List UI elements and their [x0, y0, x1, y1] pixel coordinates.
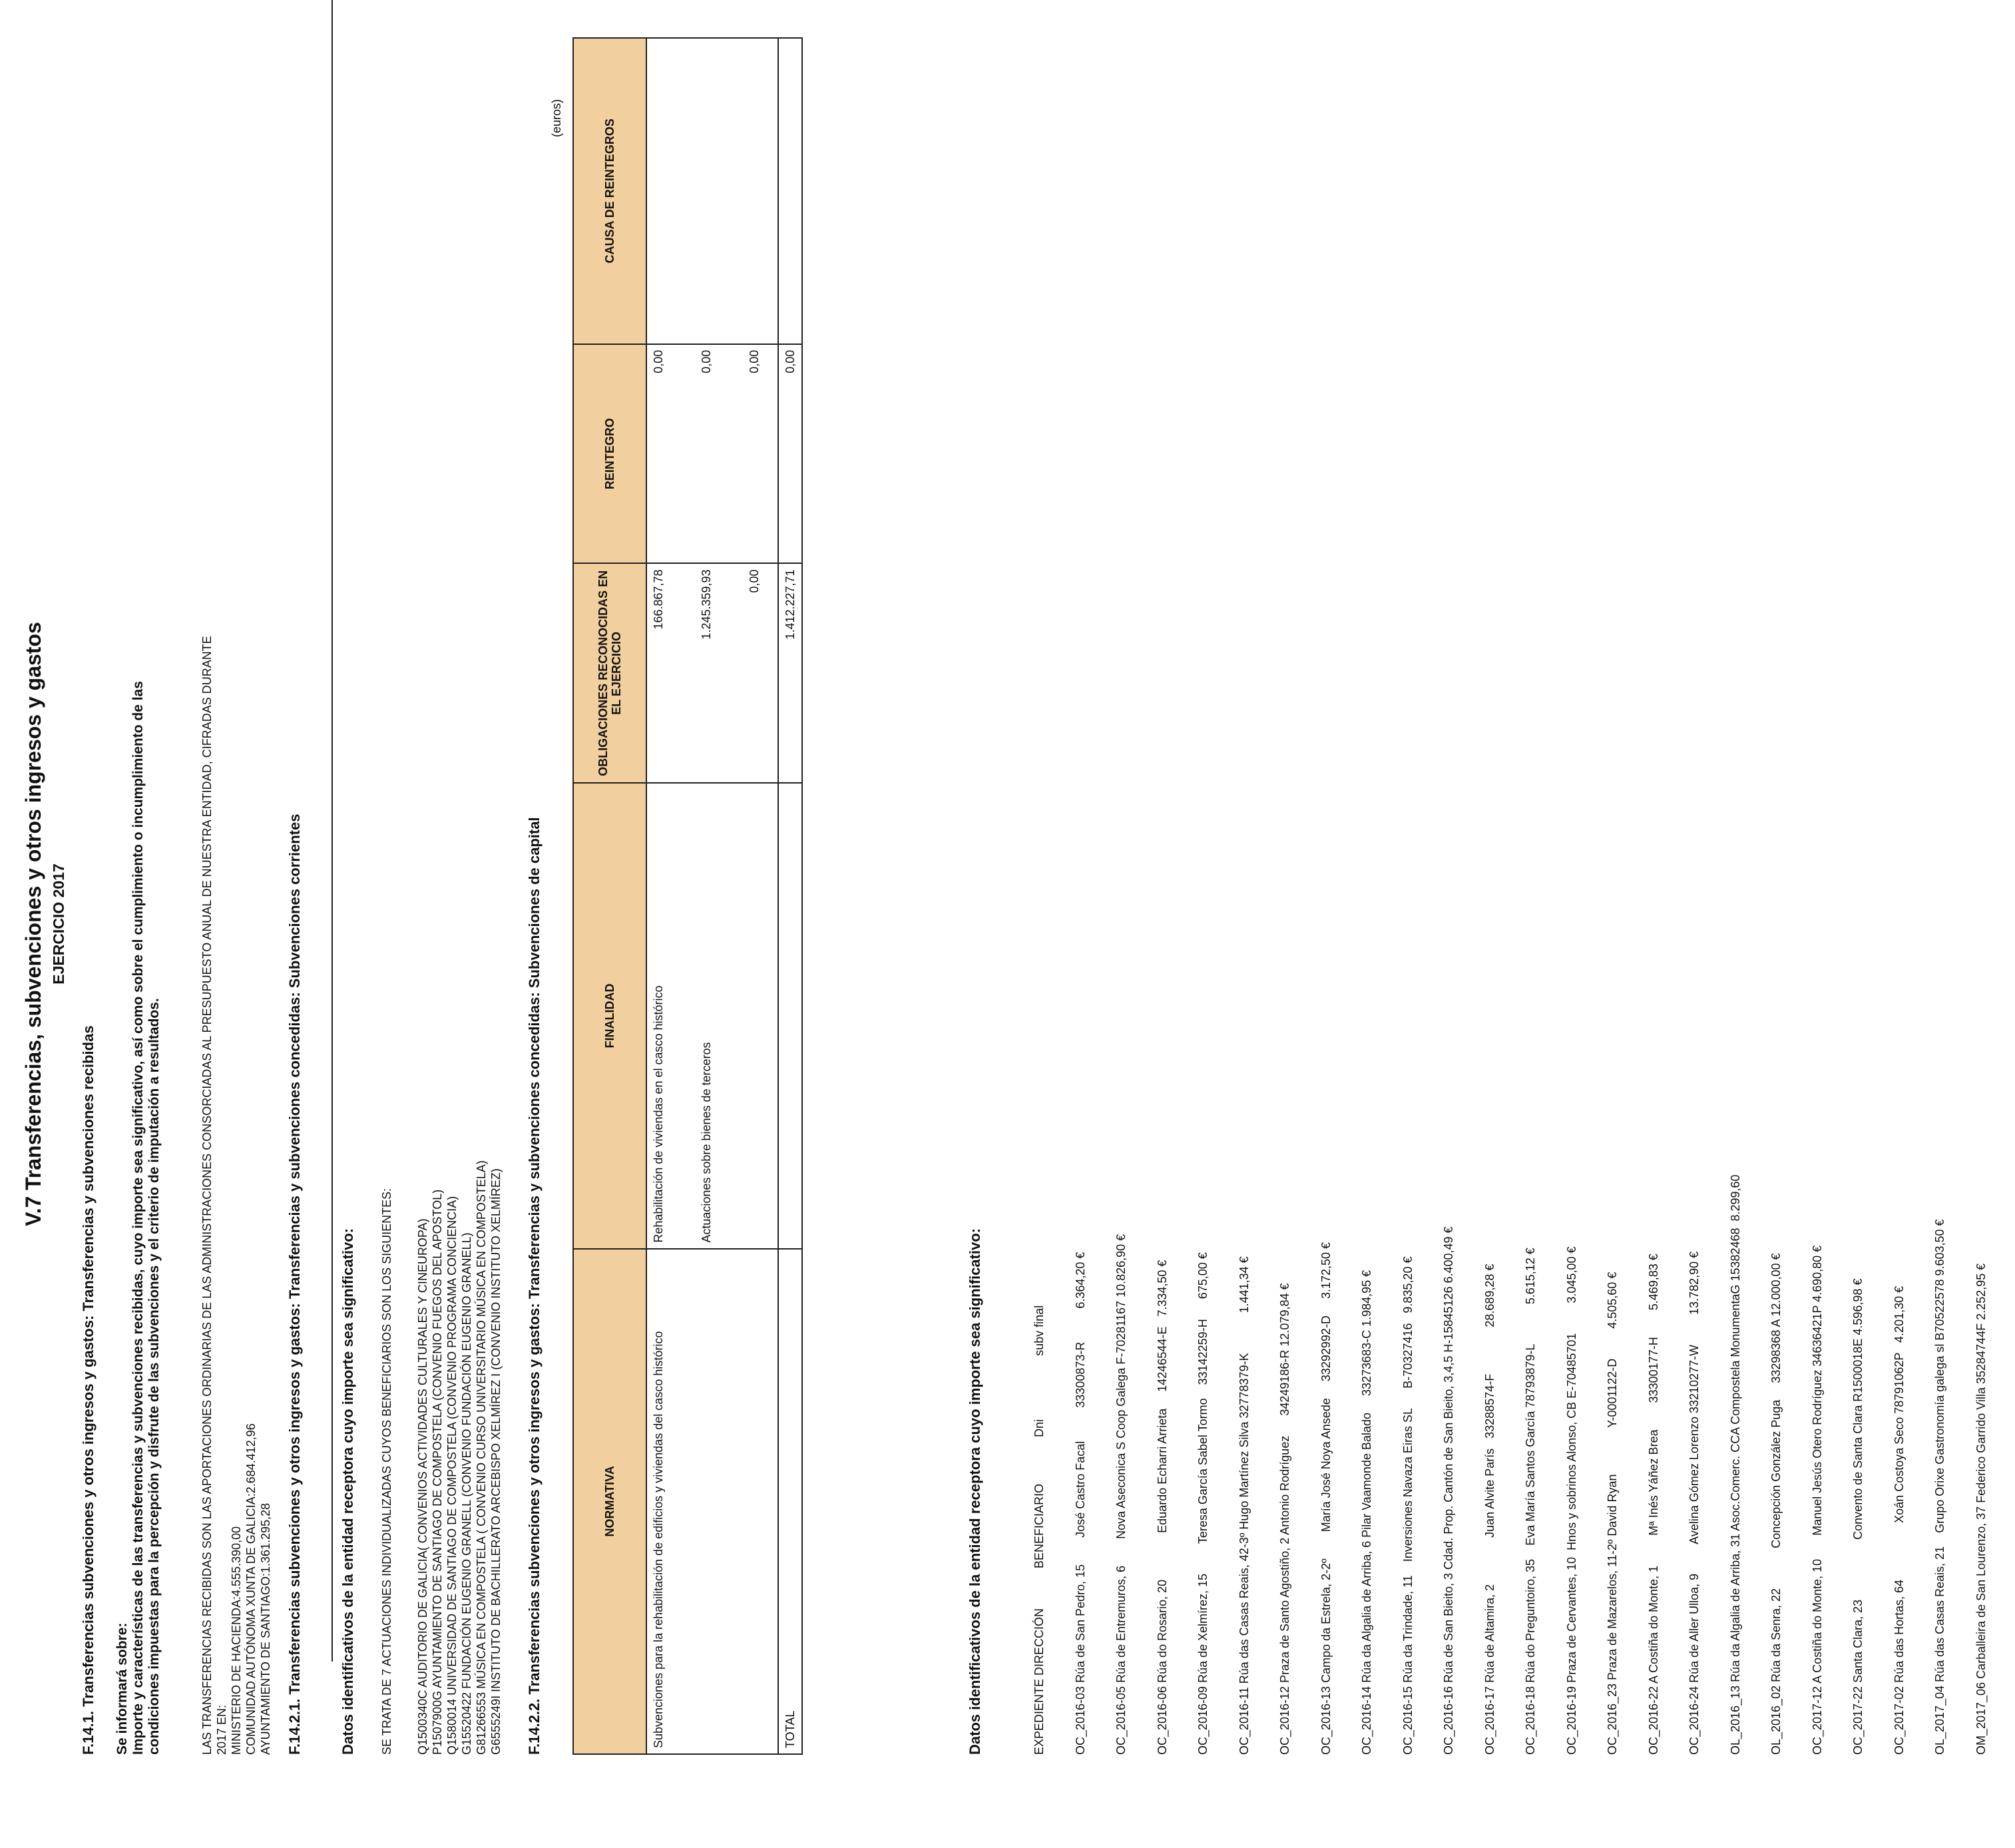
transfers-note	[200, 636, 273, 1755]
total-label: TOTAL	[778, 1249, 802, 1754]
capital-subsidies-table	[572, 37, 803, 1755]
list-item: Q1500340C AUDITORIO DE GALICIA( CONVENIOS ACTIVIDADES CULTURALES Y CINEUROPA)	[416, 1218, 429, 1755]
list-item: OC_2016-11 Rúa das Casas Reais, 42-3º Hugo Martínez Silva 32778379-K 1.441,34 €	[1237, 1256, 1251, 1755]
list-item: OC_2016-17 Rúa de Altamira, 2 Juan Alvite París 33288574-F 28.689,28 €	[1482, 1264, 1496, 1755]
list-item: OC_2016-05 Rúa de Entremuros, 6 Nova Aseconica S Coop Galega F-70281167 10.826,90 €	[1114, 1234, 1128, 1755]
source-item: MINISTERIO DE HACIENDA:4.555.390,00	[230, 1526, 243, 1755]
list-item: G15520422 FUNDACIÓN EUGENIO GRANELL (CONVENIO FUNDACIÓN EUGENIO GRANELL)	[460, 1232, 473, 1755]
list-item: OL_2016_02 Rúa da Senra, 22 Concepción González Puga 33298368 A 12.000,00 €	[1769, 1253, 1783, 1755]
source-item: AYUNTAMIENTO DE SANTIAGO:1.361.295,28	[259, 1502, 272, 1755]
list-item: OC_2016-24 Rúa de Aller Ulloa, 9 Avelina Gómez Lorenzo 33210277-W 13.782,90 €	[1687, 1251, 1701, 1755]
cell-finalidad	[743, 783, 778, 1248]
table-header-row	[573, 38, 646, 1754]
note-line-1: LAS TRANSFERENCIAS RECIBIDAS SON LAS APORTACIONES ORDINARIAS DE LAS ADMINISTRACIONES CONSORCIADAS AL PRESUPUESTO ANUAL DE NUESTRA ENTIDAD, CIFRADAS DURANTE	[200, 636, 214, 1755]
cell-causa	[743, 38, 778, 344]
cell-reintegro: 0,00	[743, 344, 778, 564]
f1421-beneficiary-list	[415, 1160, 503, 1755]
total-finalidad	[778, 783, 802, 1248]
list-item: OC_2016-09 Rúa de Xelmírez, 15 Teresa García Sabel Tormo 33142259-H 675,00 €	[1196, 1252, 1210, 1755]
table-total-row	[778, 38, 802, 1754]
list-item: OC_2017-02 Rúa das Hortas, 64 Xoán Costoya Seco 78791062P 4.201,30 €	[1892, 1285, 1906, 1755]
list-item: OL_2017_04 Rúa das Casas Reais, 21 Grupo Orixe Gastronomía galega sl B70522578 9.603,50 €	[1933, 1219, 1946, 1755]
col-obligaciones: OBLIGACIONES RECONOCIDAS EN EL EJERCICIO	[573, 563, 646, 783]
table-row	[695, 38, 743, 1754]
f1422-data-heading: Datos identificativos de la entidad receptora cuyo importe sea significativo:	[967, 1228, 983, 1755]
cell-reintegro: 0,00	[695, 344, 743, 564]
list-item: OC_2016-18 Rúa do Preguntoiro, 35 Eva María Santos García 78793879-L 5.615,12 €	[1524, 1248, 1537, 1755]
list-item: OM_2017_06 Carballeira de San Lourenzo, 37 Federico Garrido Villa 35284744F 2.252,95 €	[1974, 1263, 1988, 1755]
unit-label: (euros)	[550, 99, 563, 137]
col-causa: CAUSA DE REINTEGROS	[573, 38, 646, 344]
list-item: G81266553 MÚSICA EN COMPOSTELA ( CONVENIO CURSO UNIVERSITARIO MÚSICA EN COMPOSTELA)	[475, 1160, 488, 1755]
cell-obligaciones: 1.245.359,93	[695, 563, 743, 783]
total-causa	[778, 38, 802, 344]
capital-beneficiary-list	[1005, 1174, 2015, 1755]
f1421-data-heading: Datos identificativos de la entidad receptora cuyo importe sea significativo:	[339, 1228, 356, 1755]
list-item: G6555249I INSTITUTO DE BACHILLERATO ARCEBISPO XELMÍREZ I (CONVENIO INSTITUTO XELMÍREZ)	[489, 1168, 503, 1755]
list-item: OL_2016_13 Rúa da Algalia de Arriba, 31 Asoc.Comerc. CCA Compostela MonumentaG 15382468 8.299,60	[1728, 1174, 1742, 1755]
total-reintegro: 0,00	[778, 344, 802, 564]
inform-label: Se informará sobre:	[114, 1622, 130, 1755]
list-item: OC_2016-22 A Costiña do Monte, 1 Mª Inés Yáñez Brea 33300177-H 5.469,83 €	[1646, 1254, 1660, 1755]
list-item: OC_2016_23 Praza de Mazarelos, 11-2º David Ryan Y-0001122-D 4.505,60 €	[1606, 1271, 1619, 1755]
list-item: OC_2016-16 Rúa de San Bieito, 3 Cdad. Prop. Cantón de San Bieito, 3,4,5 H-15845126 6.400,49 €	[1442, 1226, 1455, 1755]
total-obligaciones: 1.412.227,71	[778, 563, 802, 783]
section-divider	[332, 0, 333, 1662]
cell-causa	[695, 38, 743, 344]
list-item: Q1580014 UNIVERSIDAD DE SANTIAGO DE COMPOSTELA (CONVENIO PROGRAMA CONCIENCIA)	[445, 1196, 459, 1755]
table-row	[646, 38, 695, 1754]
section-f1421-heading: F.14.2.1. Transferencias subvenciones y otros ingresos y gastos: Transferencias y subvenciones concedidas: Subvenciones corrientes	[286, 813, 303, 1755]
list-item: OC_2016-14 Rúa da Algalia de Arriba, 6 Pilar Vaamonde Balado 33273683-C 1.984,95 €	[1360, 1270, 1373, 1755]
list-item: P1507900G AYUNTAMIENTO DE SANTIAGO DE COMPOSTELA (CONVENIO FUEGOS DEL APOSTOL)	[431, 1189, 444, 1755]
list-item: OC_2017-22 Santa Clara, 23 Convento de Santa Clara R1500018E 4.596,98 €	[1851, 1278, 1865, 1755]
cell-reintegro: 0,00	[646, 344, 695, 564]
cell-normativa	[743, 1249, 778, 1754]
cell-normativa: Subvenciones para la rehabilitación de edificios y viviendas del casco histórico	[646, 1249, 695, 1754]
col-reintegro: REINTEGRO	[573, 344, 646, 564]
list-item: OC_2016-15 Rúa da Trindade, 11 Inversiones Navaza Eiras SL B-70327416 9.835,20 €	[1401, 1256, 1415, 1755]
inform-line-2: condiciones impuestas para la percepción y disfrute de las subvenciones y el criterio de imputación a resultados.	[146, 998, 162, 1755]
list-item: OC_2016-13 Campo da Estrela, 2-2º María José Noya Ansede 33292992-D 3.172,50 €	[1319, 1242, 1333, 1755]
list-item: OC_2016-03 Rúa de San Pedro, 15 José Castro Facal 33300873-R 6.364,20 €	[1073, 1252, 1087, 1755]
page-title: V.7 Transferencias, subvenciones y otros ingresos y gastos	[21, 622, 45, 1226]
section-f1422-heading: F.14.2.2. Transferencias subvenciones y otros ingresos y gastos: Transferencias y subvenciones concedidas: Subvenciones de capital	[526, 817, 543, 1755]
table-row	[743, 38, 778, 1754]
list-item: OC_2016-12 Praza de Santo Agostiño, 2 Antonio Rodríguez 34249186-R 12.079,84 €	[1278, 1283, 1291, 1755]
inform-block	[114, 681, 162, 1755]
list-header: EXPEDIENTE DIRECCIÓN BENEFICIARIO Dni subv final	[1032, 1305, 1046, 1755]
page-subtitle: EJERCICIO 2017	[50, 863, 67, 985]
list-item: OC_2016-06 Rúa do Rosario, 20 Eduardo Echarri Arrieta 14246544-E 7.334,50 €	[1155, 1260, 1169, 1755]
col-finalidad: FINALIDAD	[573, 783, 646, 1248]
cell-obligaciones: 166.867,78	[646, 563, 695, 783]
cell-normativa	[695, 1249, 743, 1754]
cell-obligaciones: 0,00	[743, 563, 778, 783]
list-item: OC_2017-12 A Costiña do Monte, 10 Manuel Jesús Otero Rodríguez 34636421P 4.690,80 €	[1810, 1245, 1824, 1755]
note-line-2: 2017 EN:	[215, 1704, 228, 1755]
col-normativa: NORMATIVA	[573, 1249, 646, 1754]
cell-causa	[646, 38, 695, 344]
inform-line-1: Importe y características de las transferencias y subvenciones recibidas, cuyo importe sea significativo, así como sobre el cumplimiento o incumplimiento de las	[130, 681, 146, 1755]
list-item: OC_2016-19 Praza de Cervantes, 10 Hnos y sobrinos Alonso, CB E-70485701 3.045,00 €	[1564, 1246, 1578, 1755]
cell-finalidad: Actuaciones sobre bienes de terceros	[695, 783, 743, 1248]
cell-finalidad: Rehabilitación de viviendas en el casco histórico	[646, 783, 695, 1248]
f1421-intro: SE TRATA DE 7 ACTUACIONES INDIVIDUALIZADAS CUYOS BENEFICIARIOS SON LOS SIGUIENTES:	[380, 1188, 393, 1755]
source-item: COMUNIDAD AUTÓNOMA XUNTA DE GALICIA:2.684.412,96	[244, 1423, 258, 1755]
section-f141-heading: F.14.1. Transferencias subvenciones y otros ingresos y gastos: Transferencias y subvenciones recibidas	[80, 1025, 97, 1755]
